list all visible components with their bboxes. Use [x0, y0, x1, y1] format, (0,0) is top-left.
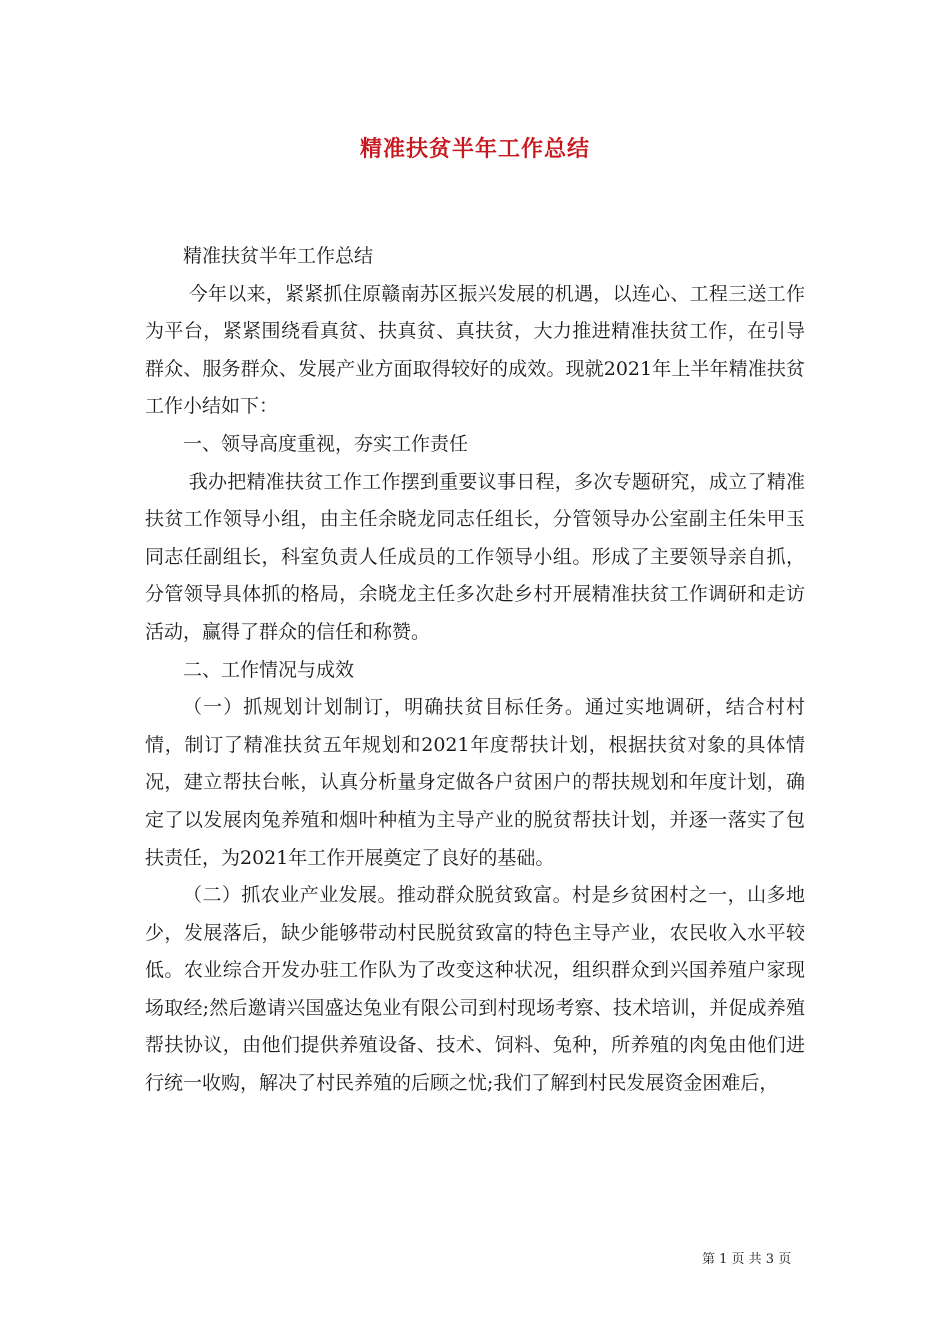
paragraph-industry: （二）抓农业产业发展。推动群众脱贫致富。村是乡贫困村之一，山多地少，发展落后，缺少能够带动村民脱贫致富的特色主导产业，农民收入水平较低。农业综合开发办驻工作队为了改变这种状况，组织群众到兴国养殖户家现场取经;然后邀请兴国盛达兔业有限公司到村现场考察、技术培训，并促成养殖帮扶协议，由他们提供养殖设备、技术、饲料、兔种，所养殖的肉兔由他们进行统一收购，解决了村民养殖的后顾之忧;我们了解到村民发展资金困难后，: [145, 884, 805, 1095]
section-heading-1: 一、领导高度重视，夯实工作责任: [183, 432, 469, 455]
paragraph-leadership: 我办把精准扶贫工作工作摆到重要议事日程，多次专题研究，成立了精准扶贫工作领导小组，由主任余晓龙同志任组长，分管领导办公室副主任朱甲玉同志任副组长，科室负责人任成员的工作领导小组。形成了主要领导亲自抓，分管领导具体抓的格局，余晓龙主任多次赴乡村开展精准扶贫工作调研和走访活动，赢得了群众的信任和称赞。: [145, 470, 805, 643]
body-subtitle: 精准扶贫半年工作总结: [183, 245, 374, 267]
document-title: 精准扶贫半年工作总结: [359, 136, 590, 162]
paragraph-intro: 今年以来，紧紧抓住原赣南苏区振兴发展的机遇，以连心、工程三送工作为平台，紧紧围绕看真贫、扶真贫、真扶贫，大力推进精准扶贫工作，在引导群众、服务群众、发展产业方面取得较好的成效。现就2021年上半年精准扶贫工作小结如下：: [145, 282, 805, 418]
page-number: 第 1 页 共 3 页: [702, 1252, 792, 1267]
paragraph-planning: （一）抓规划计划制订，明确扶贫目标任务。通过实地调研，结合村村情，制订了精准扶贫五年规划和2021年度帮扶计划，根据扶贫对象的具体情况，建立帮扶台帐，认真分析量身定做各户贫困户的帮扶规划和年度计划，确定了以发展肉兔养殖和烟叶种植为主导产业的脱贫帮扶计划，并逐一落实了包扶责任，为2021年工作开展奠定了良好的基础。: [145, 696, 805, 869]
section-heading-2: 二、工作情况与成效: [183, 658, 355, 681]
document-body: [145, 238, 805, 1103]
